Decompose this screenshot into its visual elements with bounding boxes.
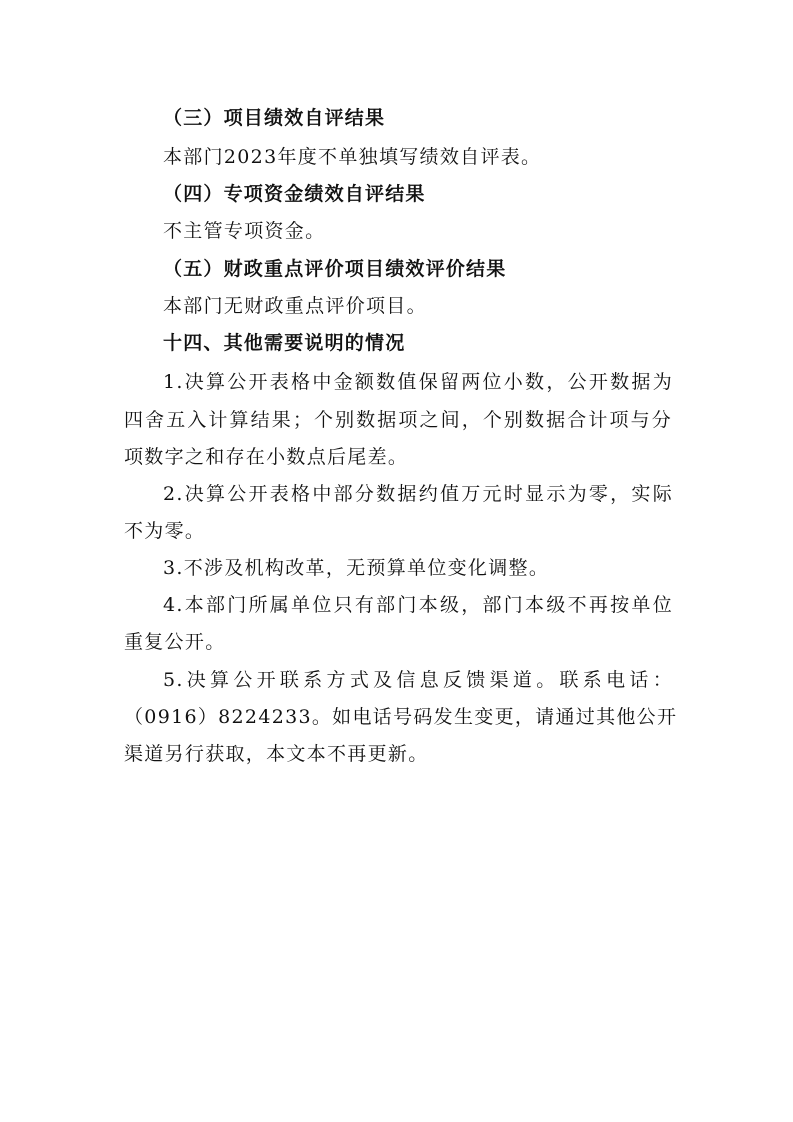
section-5-heading: （五）财政重点评价项目绩效评价结果 <box>163 258 507 280</box>
item-5-line-2: （0916）8224233。如电话号码发生变更，请通过其他公开 <box>124 706 678 728</box>
section-5-body: 本部门无财政重点评价项目。 <box>163 295 427 317</box>
item-4-line-2: 重复公开。 <box>124 631 226 653</box>
item-2-line-2: 不为零。 <box>124 520 206 542</box>
item-1-line-3: 项数字之和存在小数点后尾差。 <box>124 446 409 468</box>
item-4-line-1: 4.本部门所属单位只有部门本级，部门本级不再按单位 <box>163 594 673 616</box>
section-4-body: 不主管专项资金。 <box>163 220 326 242</box>
item-5-line-3: 渠道另行获取，本文本不再更新。 <box>124 743 429 765</box>
section-3-heading: （三）项目绩效自评结果 <box>163 107 386 129</box>
item-5-line-1: 5.决算公开联系方式及信息反馈渠道。联系电话： <box>163 669 673 691</box>
section-4-heading: （四）专项资金绩效自评结果 <box>163 183 426 205</box>
item-2-line-1: 2.决算公开表格中部分数据约值万元时显示为零，实际 <box>163 483 673 505</box>
item-1-line-2: 四舍五入计算结果；个别数据项之间，个别数据合计项与分 <box>124 409 672 431</box>
section-14-heading: 十四、其他需要说明的情况 <box>163 332 406 354</box>
item-1-line-1: 1.决算公开表格中金额数值保留两位小数，公开数据为 <box>163 371 673 393</box>
item-3-line-1: 3.不涉及机构改革，无预算单位变化调整。 <box>163 557 550 579</box>
section-3-body: 本部门2023年度不单独填写绩效自评表。 <box>163 146 542 168</box>
